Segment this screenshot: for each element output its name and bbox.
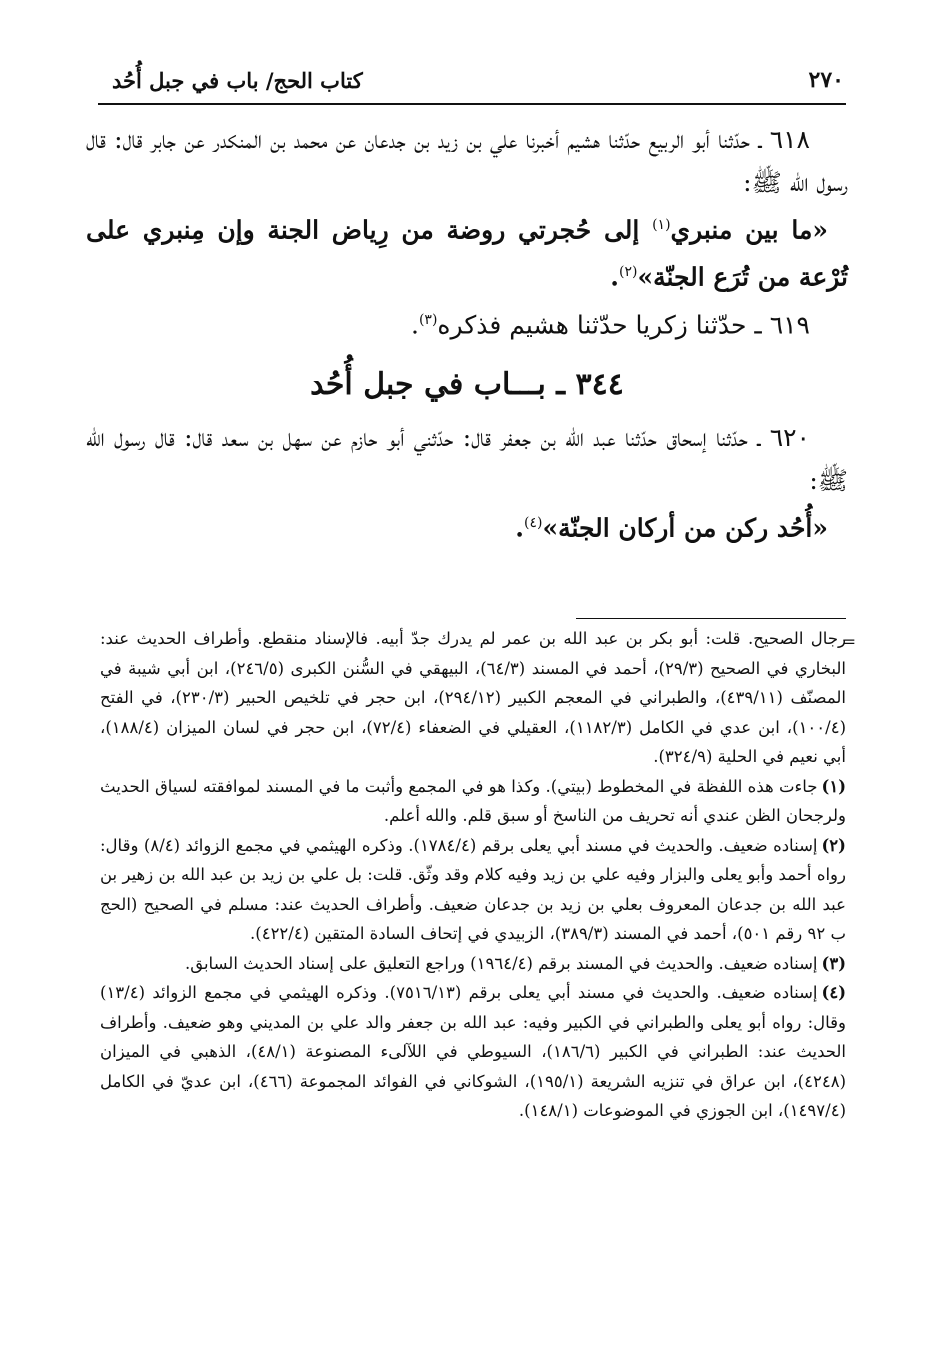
footnote-2-marker: (٢) — [821, 835, 846, 855]
footnote-ref-2: (٢) — [618, 264, 638, 281]
hadith-618-quote-b: إلى حُجرتي روضة من رِياض الجنة وإن مِنبري على تُرْعة من تُرَع الجنّة» — [86, 215, 848, 292]
hadith-620-matn — [86, 502, 848, 549]
footnote-ref-1: (١) — [652, 217, 671, 233]
hadith-619-text: ٦١٩ ـ حدّثنا زكريا حدّثنا هشيم فذكره — [437, 309, 810, 339]
footnote-rule — [576, 618, 846, 619]
header-rule — [98, 103, 846, 105]
footnotes — [100, 624, 846, 1126]
chapter-title: ٣٤٤ ـ بـــاب في جبل أُحُد — [310, 366, 624, 402]
footnote-1-text: جاءت هذه اللفظة في المخطوط (بيتي). وكذا هو في المجمع وأثبت ما في المسند لموافقته لسياق الحديث ولرجحان الظن عندي أنه تحريف من الناسخ أو سبق قلم. والله أعلم. — [100, 776, 846, 825]
footnote-4 — [100, 978, 846, 1126]
footnote-3 — [100, 949, 846, 979]
footnote-2-text: إسناده ضعيف. والحديث في مسند أبي يعلى برقم (١٧٨٤/٤). وذكره الهيثمي في مجمع الزوائد (٨/٤) وقال: رواه أحمد وأبو يعلى والبزار وفيه علي بن زيد وفيه كلام وقد وثّق. قلت: بل علي بن زيد بن عبد الله بن زهير بن عبد الله بن جدعان المعروف بعلي بن زيد بن جدعان ضعيف. وأطراف الحديث عند: مسلم في الصحيح (الحج ب ٩٢ رقم ٥٠١)، أحمد في المسند (٣٨٩/٣)، الزبيدي في إتحاف السادة المتقين (٤٢٢/٤). — [100, 835, 846, 943]
footnote-1-marker: (١) — [821, 776, 846, 796]
footnote-ref-4: (٤) — [523, 514, 543, 531]
footnote-continuation: رجال الصحيح. قلت: أبو بكر بن عبد الله بن عمر لم يدرك جدّ أبيه. فالإسناد منقطع. وأطراف الحديث عند: البخاري في الصحيح (٢٩/٣)، أحمد في المسند (٦٤/٣)، البيهقي في السُّنن الكبرى (٢٤٦/٥)، ابن أبي شيبة في المصنّف (٤٣٩/١١)، والطبراني في المعجم الكبير (٢٩٤/١٢)، ابن حجر في تلخيص الحبير (٢٣٠/٣)، في الفتح (١٠٠/٤)، ابن عدي في الكامل (١١٨٢/٣)، العقيلي في الضعفاء (٧٢/٤)، ابن حجر في لسان الميزان (١٨٨/٤)، أبي نعيم في الحلية (٣٢٤/٩). — [100, 629, 847, 766]
footnote-3-text: إسناده ضعيف. والحديث في المسند برقم (١٩٦٤/٤) وراجع التعليق على إسناد الحديث السابق. — [184, 953, 818, 973]
footnote-2 — [100, 831, 846, 949]
hadith-618-isnad: ٦١٨ ـ حدّثنا أبو الربيع حدّثنا هشيم أخبرنا علي بن زيد بن جدعان عن محمد بن المنكدر عن جابر قال: قال رسول الله ﷺ: — [86, 125, 848, 197]
hadith-620-quote: «أُحُد ركن من أركان الجنّة» — [542, 513, 828, 543]
footnote-continuation-mark: = — [842, 632, 856, 651]
hadith-619-end: . — [411, 309, 419, 339]
footnote-3-marker: (٣) — [821, 953, 846, 973]
footnote-4-text: إسناده ضعيف. والحديث في مسند أبي يعلى برقم (٧٥١٦/١٣). وذكره الهيثمي في مجمع الزوائد (١٣/٤) وقال: رواه أبو يعلى والطبراني في الكبير وفيه: عبد الله بن جعفر والد علي بن المديني وهو ضعيف. وأطراف الحديث عند: الطبراني في الكبير (١٨٦/٦)، السيوطي في اللآلىء المصنوعة (٤٨/١)، الذهبي في الميزان (٤٢٤٨)، ابن عراق في تنزيه الشريعة (١٩٥/١)، الشوكاني في الفوائد المجموعة (٤٦٦)، ابن عديّ في الكامل (١٤٩٧/٤)، ابن الجوزي في الموضوعات (١٤٨/١). — [100, 983, 847, 1120]
page-number: ٢٧٠ — [808, 67, 844, 93]
hadith-618-quote-a: «ما بين منبري — [670, 215, 828, 245]
footnote-1 — [100, 772, 846, 831]
hadith-620-end: . — [515, 513, 524, 543]
footnote-4-marker: (٤) — [821, 983, 846, 1002]
hadith-619 — [86, 299, 848, 346]
running-header — [112, 58, 844, 102]
hadith-620-isnad: ٦٢٠ ـ حدّثنا إسحاق حدّثنا عبد الله بن جعفر قال: حدّثني أبو حازم عن سهل بن سعد قال: قال رسول الله ﷺ: — [86, 422, 848, 495]
hadith-618-matn — [86, 204, 848, 299]
main-text — [86, 118, 848, 549]
footnote-ref-3: (٣) — [418, 311, 438, 328]
running-title: كتاب الحج/ باب في جبل أُحُد — [112, 67, 363, 93]
hadith-618-end: . — [610, 262, 619, 292]
